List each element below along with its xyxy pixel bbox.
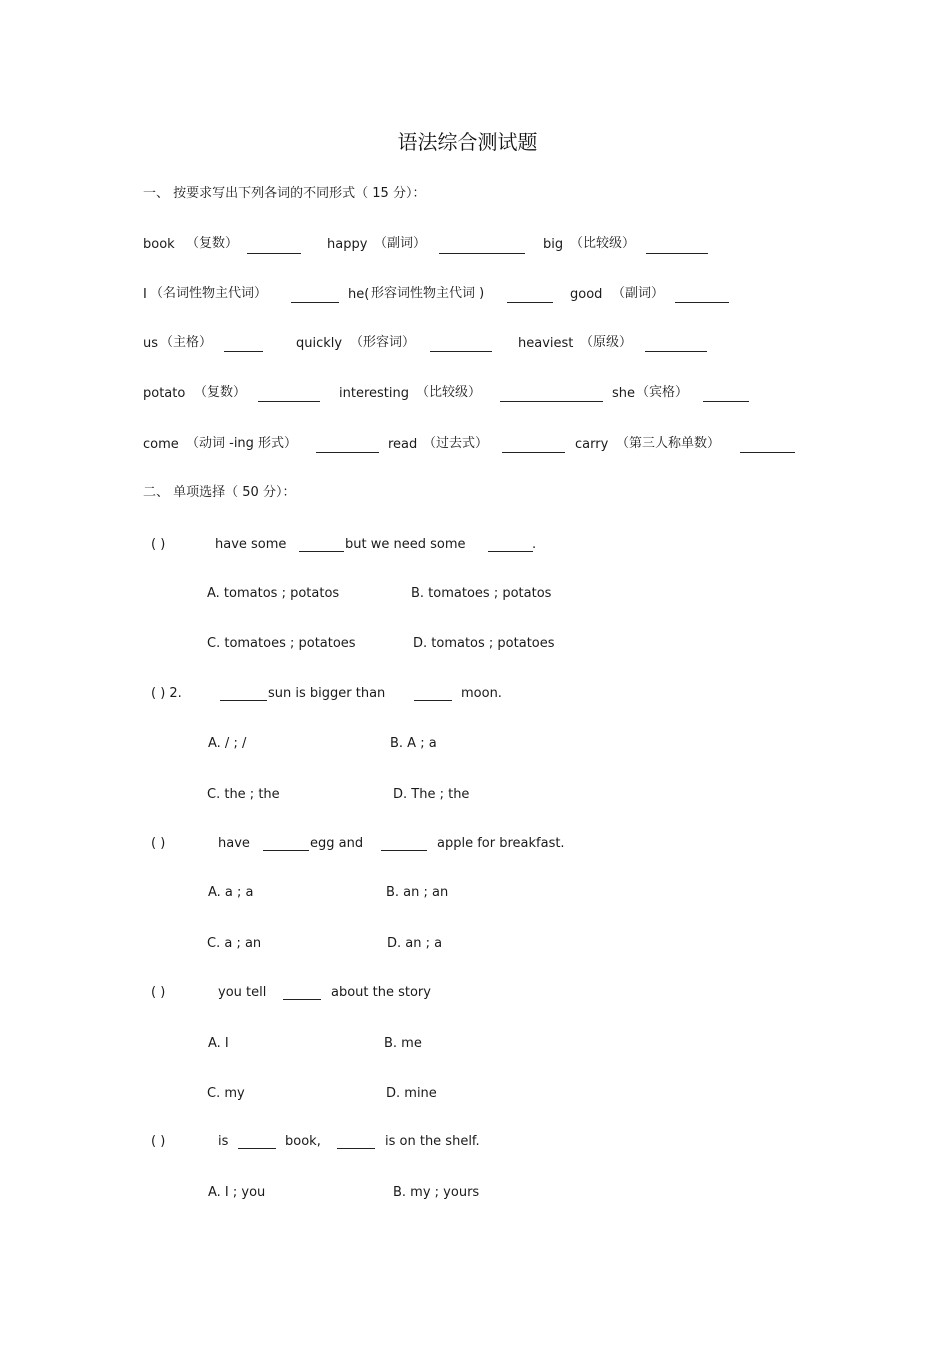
question-text: egg and (310, 836, 364, 851)
word-hint: （动词 -ing 形式） (186, 436, 298, 451)
option-c[interactable]: C. tomatoes ; potatoes (207, 636, 356, 651)
answer-blank[interactable] (247, 253, 301, 254)
word: quickly (296, 336, 343, 351)
question-text: you tell (218, 985, 267, 1000)
word: good (570, 287, 603, 302)
word-hint: 形容词性物主代词 ) (371, 286, 485, 301)
answer-blank[interactable] (703, 401, 749, 402)
answer-blank[interactable] (220, 700, 267, 701)
answer-blank[interactable] (500, 401, 603, 402)
option-d[interactable]: D. tomatos ; potatoes (413, 636, 555, 651)
answer-blank[interactable] (283, 999, 321, 1000)
question-paren: ( ) (151, 1134, 166, 1149)
word-hint: （复数） (186, 236, 239, 251)
answer-blank[interactable] (488, 551, 533, 552)
question-text: is on the shelf. (385, 1134, 480, 1149)
page-title: 语法综合测试题 (397, 130, 538, 154)
option-b[interactable]: B. tomatoes ; potatos (411, 586, 552, 601)
option-a[interactable]: A. a ; a (208, 885, 254, 900)
answer-blank[interactable] (645, 351, 707, 352)
option-c[interactable]: C. my (207, 1086, 245, 1101)
word: he( (348, 287, 370, 302)
word-hint: （第三人称单数） (616, 436, 721, 451)
answer-blank[interactable] (646, 253, 708, 254)
question-text: but we need some (345, 537, 466, 552)
question-text: is (218, 1134, 229, 1149)
option-a[interactable]: A. I (208, 1036, 229, 1051)
word: happy (327, 237, 368, 252)
section1-heading: 一、 按要求写出下列各词的不同形式（ 15 分）： (143, 186, 426, 201)
word-hint: （比较级） (570, 236, 636, 251)
word: I (143, 287, 147, 302)
answer-blank[interactable] (299, 551, 344, 552)
option-d[interactable]: D. mine (386, 1086, 437, 1101)
option-d[interactable]: D. The ; the (393, 787, 470, 802)
option-a[interactable]: A. I ; you (208, 1185, 266, 1200)
answer-blank[interactable] (263, 850, 309, 851)
question-paren: ( ) (151, 985, 166, 1000)
question-text: apple for breakfast. (437, 836, 565, 851)
answer-blank[interactable] (507, 302, 553, 303)
option-c[interactable]: C. a ; an (207, 936, 262, 951)
word: come (143, 437, 179, 452)
answer-blank[interactable] (414, 700, 452, 701)
option-b[interactable]: B. A ; a (390, 736, 437, 751)
option-b[interactable]: B. an ; an (386, 885, 449, 900)
word: potato (143, 386, 186, 401)
word-hint: （主格） (160, 335, 213, 350)
question-paren: ( ) 2. (151, 686, 182, 701)
answer-blank[interactable] (439, 253, 525, 254)
word-hint: （复数） (194, 385, 247, 400)
word: us (143, 336, 159, 351)
question-text: moon. (461, 686, 502, 701)
word-hint: （宾格） (636, 385, 689, 400)
word: carry (575, 437, 609, 452)
word: interesting (339, 386, 409, 401)
word: book (143, 237, 175, 252)
answer-blank[interactable] (258, 401, 320, 402)
word-hint: （过去式） (423, 436, 489, 451)
option-a[interactable]: A. / ; / (208, 736, 247, 751)
question-text: sun is bigger than (268, 686, 386, 701)
question-paren: ( ) (151, 836, 166, 851)
word-hint: （形容词） (350, 335, 416, 350)
answer-blank[interactable] (430, 351, 492, 352)
answer-blank[interactable] (740, 452, 795, 453)
option-a[interactable]: A. tomatos ; potatos (207, 586, 340, 601)
word: big (543, 237, 564, 252)
answer-blank[interactable] (381, 850, 427, 851)
answer-blank[interactable] (675, 302, 729, 303)
question-text: have some (215, 537, 287, 552)
word: read (388, 437, 418, 452)
question-text: . (532, 537, 537, 552)
option-b[interactable]: B. me (384, 1036, 422, 1051)
word-hint: （副词） (374, 236, 427, 251)
answer-blank[interactable] (238, 1148, 276, 1149)
question-paren: ( ) (151, 537, 166, 552)
word-hint: （副词） (612, 286, 665, 301)
option-d[interactable]: D. an ; a (387, 936, 443, 951)
word-hint: （比较级） (416, 385, 482, 400)
question-text: book, (285, 1134, 321, 1149)
question-text: have (218, 836, 250, 851)
option-b[interactable]: B. my ; yours (393, 1185, 480, 1200)
word: heaviest (518, 336, 574, 351)
word-hint: （原级） (580, 335, 633, 350)
answer-blank[interactable] (502, 452, 565, 453)
answer-blank[interactable] (291, 302, 339, 303)
question-text: about the story (331, 985, 431, 1000)
option-c[interactable]: C. the ; the (207, 787, 280, 802)
section2-heading: 二、 单项选择（ 50 分）： (143, 485, 296, 500)
answer-blank[interactable] (316, 452, 379, 453)
word: she (612, 386, 636, 401)
word-hint: （名词性物主代词） (150, 286, 268, 301)
answer-blank[interactable] (337, 1148, 375, 1149)
answer-blank[interactable] (224, 351, 263, 352)
